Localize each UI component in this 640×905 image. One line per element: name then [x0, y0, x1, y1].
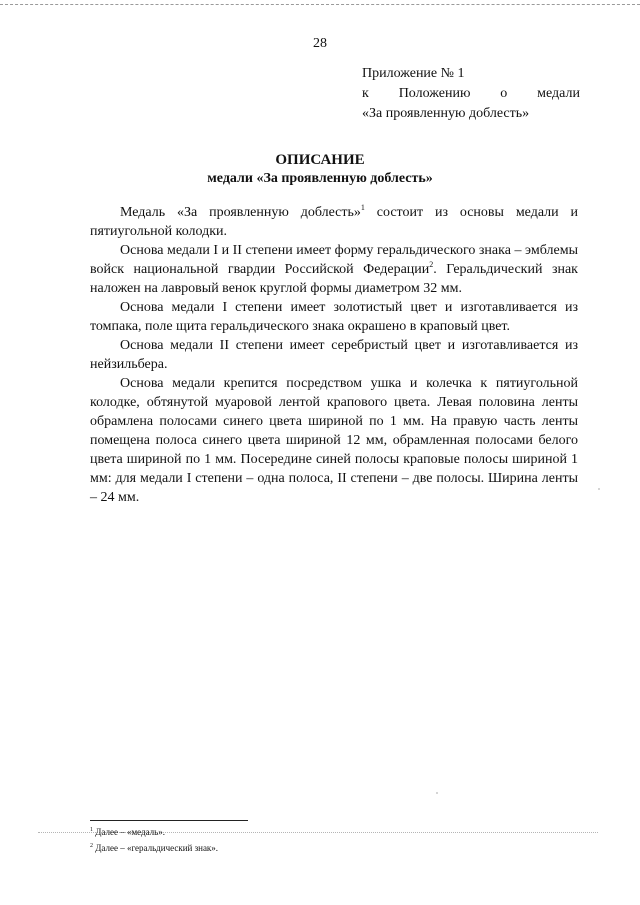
footnote	[90, 840, 490, 856]
heading-subtitle: медали «За проявленную доблесть»	[207, 171, 433, 186]
footnote-mark: 1	[90, 827, 93, 833]
footnote-ref: 2	[429, 260, 434, 269]
footnote-text: Далее – «медаль».	[93, 827, 166, 837]
scan-edge-line	[0, 4, 640, 5]
paragraph-text: Медаль «За проявленную доблесть»	[120, 205, 361, 220]
page-number: 28	[313, 36, 327, 51]
appendix-line-1: Приложение № 1	[362, 66, 465, 81]
footnote	[90, 824, 490, 840]
body-text	[90, 203, 578, 507]
footnote-mark: 2	[90, 843, 93, 849]
appendix-header	[362, 64, 580, 124]
paragraph-text: Основа медали I и II степени имеет форму геральдического знака – эмблемы войск национальной гвардии Российской Федерации	[90, 243, 578, 277]
paragraph: Основа медали II степени имеет серебристый цвет и изготавливается из нейзильбера.	[90, 338, 578, 372]
paragraph	[90, 203, 578, 241]
appendix-word: медали	[537, 86, 580, 101]
scan-speck	[436, 792, 438, 794]
paragraph: Основа медали крепится посредством ушка и колечка к пятиугольной колодке, обтянутой муаровой лентой крапового цвета. Левая половина ленты обрамлена полосами синего цвета шириной по 1 мм. На правую часть ленты помещена полоса синего цвета шириной 12 мм, обрамленная полосами белого цвета шириной по 1 мм. Посередине синей полосы краповые полосы шириной 1 мм: для медали I степени – одна полоса, II степени – две полосы. Ширина ленты – 24 мм.	[90, 376, 578, 505]
paragraph-text: состоит из основы медали и пятиугольной колодки.	[90, 205, 579, 239]
scan-speck	[598, 488, 600, 490]
footnote-ref: 1	[360, 203, 365, 212]
appendix-line-2	[362, 84, 580, 104]
heading-title: ОПИСАНИЕ	[275, 152, 365, 168]
paragraph-text: . Геральдический знак наложен на лавровый венок круглой формы диаметром 32 мм.	[90, 262, 578, 296]
paragraph: Основа медали I степени имеет золотистый цвет и изготавливается из томпака, поле щита геральдического знака окрашено в краповый цвет.	[90, 300, 578, 334]
appendix-word: к	[362, 86, 369, 101]
footnotes	[90, 824, 490, 856]
footnote-separator	[90, 820, 248, 821]
footnote-text: Далее – «геральдический знак».	[93, 843, 219, 853]
paragraph	[90, 241, 578, 298]
appendix-word: о	[500, 86, 508, 101]
appendix-word: Положению	[398, 86, 471, 101]
document-heading	[0, 150, 640, 188]
appendix-line-3: «За проявленную доблесть»	[362, 106, 530, 121]
